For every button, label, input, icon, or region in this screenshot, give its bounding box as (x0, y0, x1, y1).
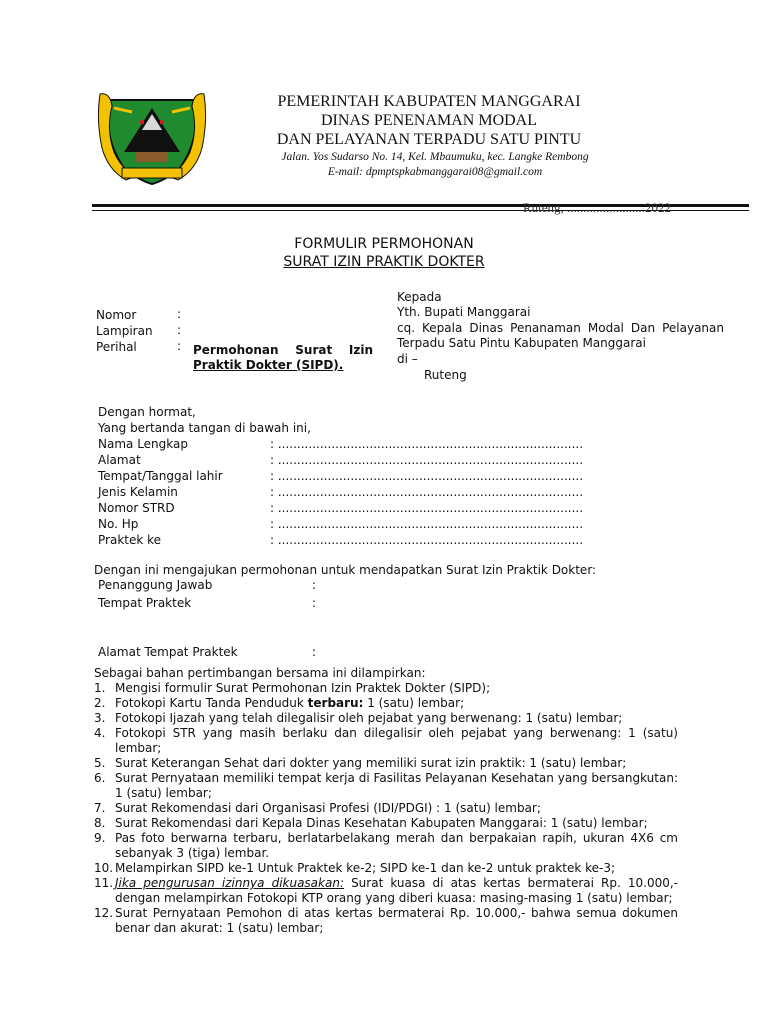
list-item (94, 876, 678, 906)
field-label: Nomor STRD (98, 501, 175, 515)
list-number: 12. (94, 906, 114, 920)
list-item (94, 681, 678, 696)
list-number: 4. (94, 726, 106, 740)
tempat-label: Tempat Praktek (98, 596, 192, 610)
field-label: Tempat/Tanggal lahir (98, 469, 223, 483)
greeting: Dengan hormat, (98, 405, 196, 419)
list-text-bold: terbaru: (307, 696, 364, 710)
field-fill-line: : ................................................................................ (270, 533, 584, 547)
intro-text: Yang bertanda tangan di bawah ini, (98, 421, 311, 435)
list-text: Fotokopi Kartu Tanda Penduduk (115, 696, 308, 710)
form-subtitle: SURAT IZIN PRAKTIK DOKTER (283, 254, 485, 270)
header-line-3: DAN PELAYANAN TERPADU SATU PINTU (276, 131, 582, 148)
requirements-list (94, 681, 678, 936)
list-text: Melampirkan SIPD ke-1 Untuk Praktek ke-2; SIPD ke-1 dan ke-2 untuk praktek ke-3; (115, 861, 616, 875)
list-text: Surat Rekomendasi dari Kepala Dinas Kesehatan Kabupaten Manggarai: 1 (satu) lembar; (115, 816, 648, 830)
form-title: FORMULIR PERMOHONAN (294, 236, 474, 252)
request-text: Dengan ini mengajukan permohonan untuk mendapatkan Surat Izin Praktik Dokter: (94, 563, 597, 577)
list-text: 1 (satu) lembar; (363, 696, 465, 710)
list-item (94, 726, 678, 756)
field-label: Alamat (98, 453, 141, 467)
header-address: Jalan. Yos Sudarso No. 14, Kel. Mbaumuku, kec. Langke Rembong (281, 151, 589, 163)
list-number: 11. (94, 876, 114, 890)
list-number: 2. (94, 696, 106, 710)
list-text: Pas foto berwarna terbaru, berlatarbelakang merah dan berpakaian rapih, ukuran 4X6 cm sebanyak 3 (tiga) lembar. (115, 831, 678, 860)
recipient-di: di – (397, 352, 418, 366)
header-line-1: PEMERINTAH KABUPATEN MANGGARAI (277, 93, 581, 110)
field-label: Praktek ke (98, 533, 162, 547)
list-number: 9. (94, 831, 106, 845)
list-item (94, 831, 678, 861)
recipient-yth: Yth. Bupati Manggarai (397, 305, 531, 319)
penanggung-colon: : (312, 578, 317, 592)
field-fill-line: : ................................................................................ (270, 469, 584, 483)
date-line: Ruteng, ........................2022 (523, 200, 672, 215)
list-item (94, 756, 678, 771)
field-label: Jenis Kelamin (98, 485, 178, 499)
perihal-label: Perihal (96, 340, 137, 354)
list-text: Surat Keterangan Sehat dari dokter yang memiliki surat izin praktik: 1 (satu) lembar; (115, 756, 627, 770)
lampiran-colon: : (177, 323, 182, 337)
list-item (94, 801, 678, 816)
list-item (94, 771, 678, 801)
field-fill-line: : ................................................................................ (270, 453, 584, 467)
list-text: Fotokopi STR yang masih berlaku dan dilegalisir oleh pejabat yang berwenang: 1 (satu) lembar; (115, 726, 678, 755)
alamat-praktek-label: Alamat Tempat Praktek (98, 645, 238, 659)
perihal-line-2: Praktik Dokter (SIPD). (193, 358, 344, 372)
nomor-label: Nomor (96, 308, 137, 322)
perihal-line-1: Permohonan Surat Izin (193, 343, 373, 357)
field-label: No. Hp (98, 517, 139, 531)
list-number: 8. (94, 816, 106, 830)
list-text: Surat Rekomendasi dari Organisasi Profesi (IDI/PDGI) : 1 (satu) lembar; (115, 801, 541, 815)
list-number: 3. (94, 711, 106, 725)
field-fill-line: : ................................................................................ (270, 517, 584, 531)
list-text: Surat kuasa di atas kertas bermaterai Rp. 10.000,- dengan melampirkan Fotokopi KTP orang yang diberi kuasa: masing-masing 1 (satu) lembar; (115, 876, 679, 905)
recipient-cq-2: Terpadu Satu Pintu Kabupaten Manggarai (397, 336, 646, 350)
list-number: 1. (94, 681, 106, 695)
header-email: E-mail: dpmptspkabmanggarai08@gmail.com (327, 166, 543, 178)
list-number: 5. (94, 756, 106, 770)
list-number: 7. (94, 801, 106, 815)
nomor-colon: : (177, 307, 182, 321)
penanggung-label: Penanggung Jawab (98, 578, 213, 592)
recipient-city: Ruteng (424, 368, 467, 382)
list-item (94, 861, 678, 876)
field-fill-line: : ................................................................................ (270, 437, 584, 451)
list-number: 6. (94, 771, 106, 785)
list-text: Fotokopi Ijazah yang telah dilegalisir oleh pejabat yang berwenang: 1 (satu) lembar; (115, 711, 623, 725)
recipient-kepada: Kepada (397, 290, 442, 304)
recipient-cq-1: cq. Kepala Dinas Penanaman Modal Dan Pelayanan (397, 321, 724, 335)
list-item (94, 711, 678, 726)
list-text-emphasis: Jika pengurusan izinnya dikuasakan: (115, 876, 344, 890)
list-item (94, 906, 678, 936)
list-text: Surat Pernyataan memiliki tempat kerja di Fasilitas Pelayanan Kesehatan yang bersangkutan: 1 (satu) lembar; (115, 771, 678, 800)
field-fill-line: : ................................................................................ (270, 485, 584, 499)
lampiran-label: Lampiran (96, 324, 153, 338)
list-text: Mengisi formulir Surat Permohonan Izin Praktek Dokter (SIPD); (115, 681, 491, 695)
list-item (94, 696, 678, 711)
alamat-praktek-colon: : (312, 645, 317, 659)
header-line-2: DINAS PENENAMAN MODAL (321, 112, 537, 129)
list-item (94, 816, 678, 831)
list-text: Surat Pernyataan Pemohon di atas kertas bermaterai Rp. 10.000,- bahwa semua dokumen benar dan akurat: 1 (satu) lembar; (115, 906, 678, 935)
tempat-colon: : (312, 596, 317, 610)
perihal-colon: : (177, 339, 182, 353)
field-label: Nama Lengkap (98, 437, 188, 451)
list-number: 10. (94, 861, 114, 875)
field-fill-line: : ................................................................................ (270, 501, 584, 515)
attachments-intro: Sebagai bahan pertimbangan bersama ini dilampirkan: (94, 666, 426, 680)
